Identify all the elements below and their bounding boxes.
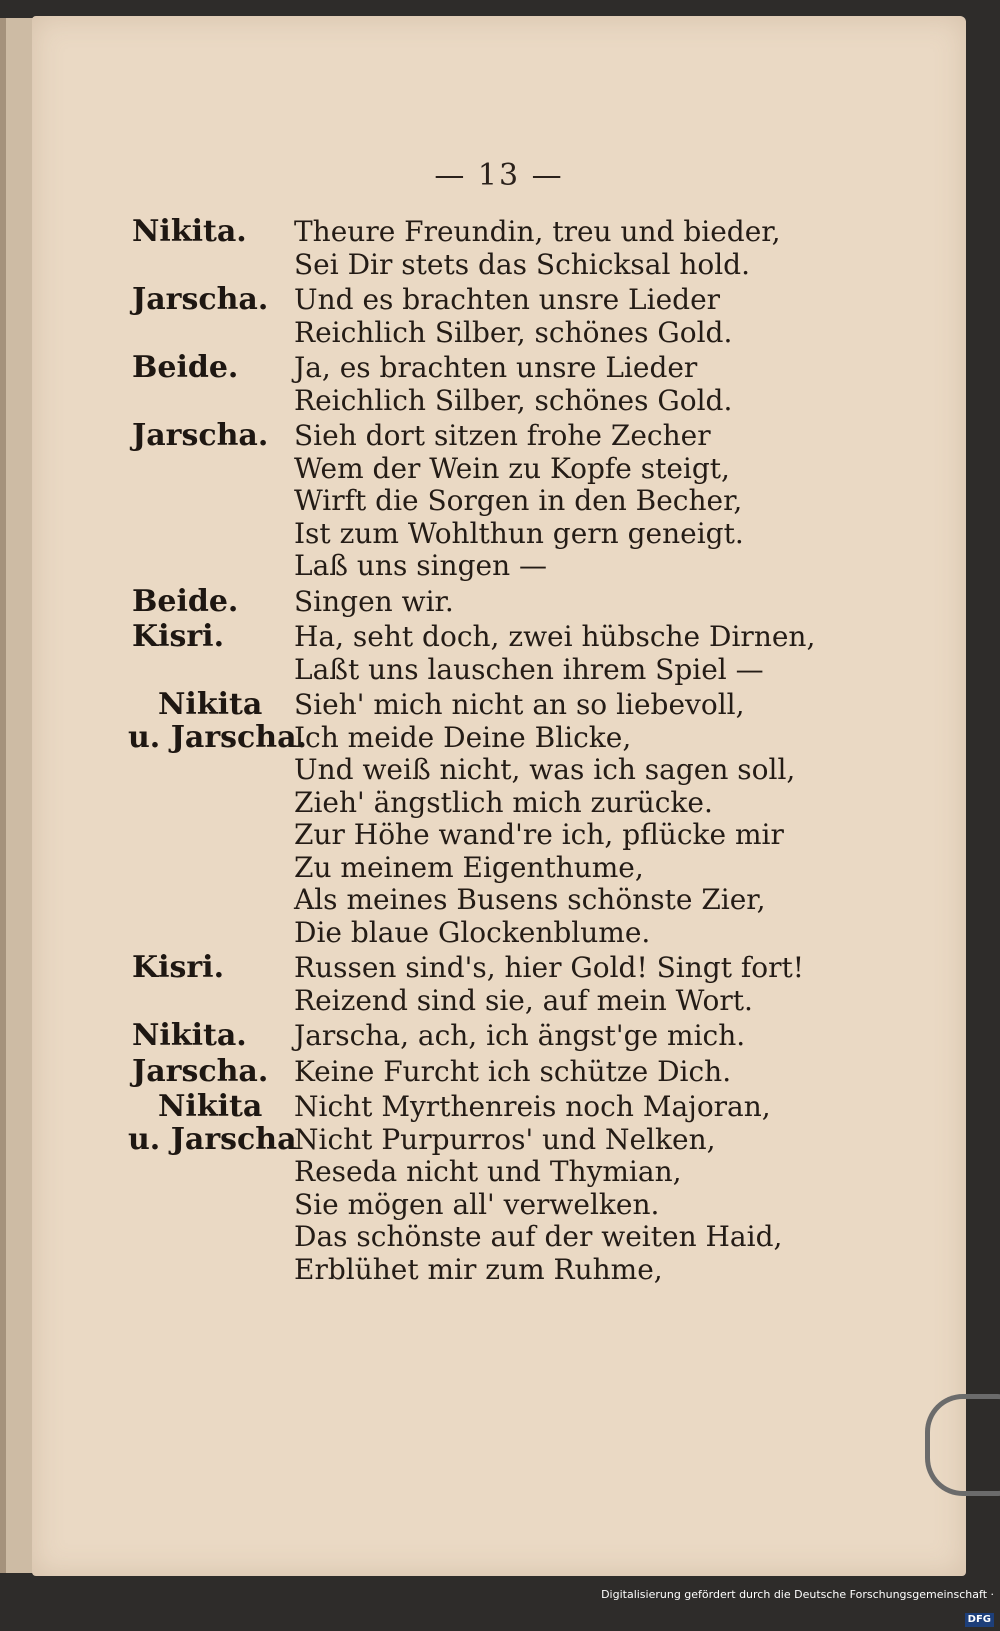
speaker-name: Nikita xyxy=(158,687,263,722)
verse-line: Ich meide Deine Blicke, xyxy=(294,720,632,754)
verse-line: Erblühet mir zum Ruhme, xyxy=(294,1252,663,1286)
verse-line: Russen sind's, hier Gold! Singt fort! xyxy=(294,951,804,984)
verse-line: Singen wir. xyxy=(294,584,454,618)
verse-line: Reseda nicht und Thymian, xyxy=(294,1155,682,1188)
verse-line: Sieh dort sitzen frohe Zecher xyxy=(294,419,711,452)
speaker-name: Nikita. xyxy=(132,214,247,249)
book-spine xyxy=(0,18,6,1573)
verse-line: Das schönste auf der weiten Haid, xyxy=(294,1220,783,1253)
speaker-name: Beide. xyxy=(132,350,239,385)
verse-lines xyxy=(294,1091,954,1286)
verse-line: Wem der Wein zu Kopfe steigt, xyxy=(294,451,730,485)
verse-line: Theure Freundin, treu und bieder, xyxy=(294,215,781,248)
verse-lines xyxy=(294,586,954,619)
verse-lines xyxy=(294,420,954,583)
verse-line: Ist zum Wohlthun gern geneigt. xyxy=(294,516,744,550)
verse-line: Die blaue Glockenblume. xyxy=(294,915,651,949)
verse-line: Ja, es brachten unsre Lieder xyxy=(294,351,698,384)
verse-line: Nicht Purpurros' und Nelken, xyxy=(294,1122,716,1156)
verse-line: Laßt uns lauschen ihrem Spiel — xyxy=(294,652,764,686)
verse-lines xyxy=(294,352,954,417)
verse-lines xyxy=(294,216,954,281)
verse-line: Reichlich Silber, schönes Gold. xyxy=(294,383,733,417)
verse-line: Und weiß nicht, was ich sagen soll, xyxy=(294,753,796,786)
speaker-name: Kisri. xyxy=(132,619,225,654)
verse-line: Keine Furcht ich schütze Dich. xyxy=(294,1054,732,1088)
digitization-credit xyxy=(574,1583,994,1625)
verse-line: Laß uns singen — xyxy=(294,549,548,582)
verse-line: Sieh' mich nicht an so liebevoll, xyxy=(294,688,745,721)
verse-line: Reichlich Silber, schönes Gold. xyxy=(294,315,733,349)
verse-lines xyxy=(294,1056,954,1089)
page-clip xyxy=(925,1394,1000,1496)
speaker-name: Kisri. xyxy=(132,950,225,985)
verse-line: Reizend sind sie, auf mein Wort. xyxy=(294,983,753,1017)
speaker-name: Jarscha. xyxy=(132,418,269,453)
verse-line: Zu meinem Eigenthume, xyxy=(294,850,644,884)
speaker-name: Jarscha. xyxy=(132,282,269,317)
dfg-logo: DFG xyxy=(965,1613,994,1627)
verse-line: Sei Dir stets das Schicksal hold. xyxy=(294,247,750,281)
speaker-name-continued: u. Jarscha. xyxy=(128,719,307,755)
speaker-name-continued: u. Jarscha xyxy=(128,1121,297,1157)
speaker-name: Nikita xyxy=(158,1089,263,1124)
speaker-name: Beide. xyxy=(132,583,239,619)
verse-line: Nicht Myrthenreis noch Majoran, xyxy=(294,1090,771,1123)
page-number: — 13 — xyxy=(434,158,564,193)
book-page xyxy=(32,16,966,1576)
verse-line: Sie mögen all' verwelken. xyxy=(294,1187,660,1221)
verse-line: Und es brachten unsre Lieder xyxy=(294,283,721,316)
verse-lines xyxy=(294,952,954,1017)
verse-lines xyxy=(294,689,954,949)
verse-line: Zur Höhe wand're ich, pflücke mir xyxy=(294,818,784,851)
verse-line: Wirft die Sorgen in den Becher, xyxy=(294,484,743,517)
verse-lines xyxy=(294,621,954,686)
verse-line: Zieh' ängstlich mich zurücke. xyxy=(294,785,713,819)
verse-lines xyxy=(294,284,954,349)
credit-text: Digitalisierung gefördert durch die Deutsche Forschungsgemeinschaft · xyxy=(601,1588,994,1601)
speaker-name: Nikita. xyxy=(132,1018,247,1053)
verse-line: Ha, seht doch, zwei hübsche Dirnen, xyxy=(294,620,816,653)
verse-line: Jarscha, ach, ich ängst'ge mich. xyxy=(294,1019,746,1052)
verse-line: Als meines Busens schönste Zier, xyxy=(294,883,766,916)
speaker-name: Jarscha. xyxy=(132,1053,269,1089)
verse-lines xyxy=(294,1020,954,1053)
